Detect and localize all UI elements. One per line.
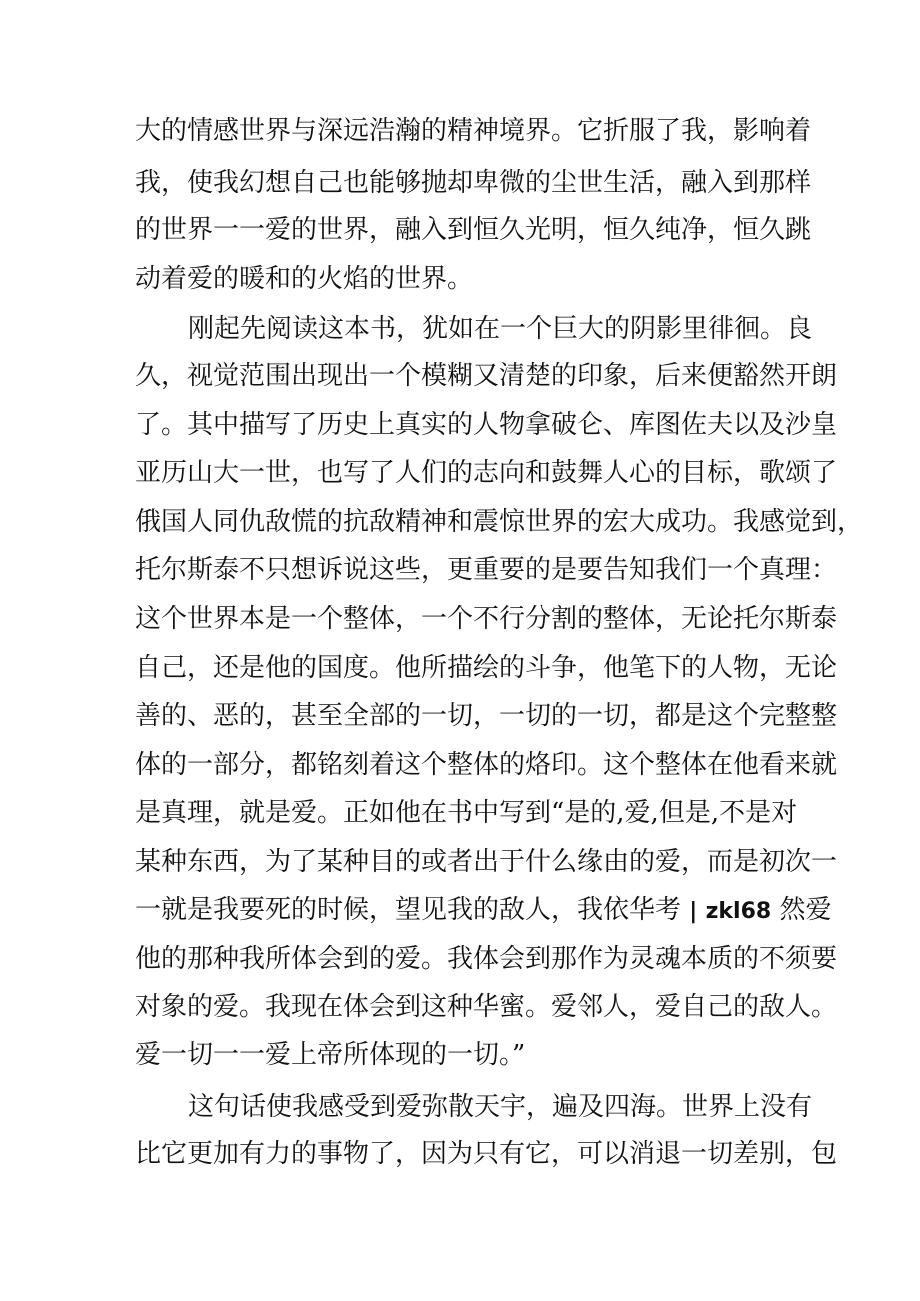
paragraph-2-line-16: 爱一切一一爱上帝所体现的一切。” [135, 1040, 526, 1070]
paragraph-2-line-2: 久，视觉范围出现出一个模糊又清楚的印象，后来便豁然开朗 [135, 361, 838, 391]
paragraph-2-line-15: 对象的爱。我现在体会到这种华蜜。爱邻人，爱自己的敌人。 [135, 992, 838, 1022]
watermark-bar: | [689, 899, 698, 924]
paragraph-2-line-8: 自己，还是他的国度。他所描绘的斗争，他笔下的人物，无论 [135, 653, 838, 683]
paragraph-1-line-4: 动着爱的暖和的火焰的世界。 [135, 264, 474, 294]
paragraph-2-line-4: 亚历山大一世，也写了人们的志向和鼓舞人心的目标，歌颂了 [135, 458, 838, 488]
paragraph-2-line-7: 这个世界本是一个整体，一个不行分割的整体，无论托尔斯泰 [135, 604, 838, 634]
paragraph-1-line-1: 大的情感世界与深远浩瀚的精神境界。它折服了我，影响着 [135, 116, 812, 146]
watermark-code: zkl68 [705, 899, 772, 924]
paragraph-2-line-9: 善的、恶的，甚至全部的一切，一切的一切，都是这个完整整 [135, 701, 838, 731]
paragraph-2-line-13-tail: 然爱 [779, 895, 832, 925]
paragraph-1-line-2: 我，使我幻想自己也能够抛却卑微的尘世生活，融入到那样 [135, 168, 812, 198]
paragraph-2-line-10: 体的一部分，都铭刻着这个整体的烙印。这个整体在他看来就 [135, 750, 838, 780]
paragraph-2-line-6: 托尔斯泰不只想诉说这些，更重要的是要告知我们一个真理： [135, 555, 838, 585]
paragraph-2-line-14: 他的那种我所体会到的爱。我体会到那作为灵魂本质的不须要 [135, 944, 838, 974]
paragraph-2-line-1: 刚起先阅读这本书，犹如在一个巨大的阴影里徘徊。良 [188, 314, 813, 344]
paragraph-2-line-13 [135, 890, 831, 930]
paragraph-1-line-3: 的世界一一爱的世界，融入到恒久光明，恒久纯净，恒久跳 [135, 215, 812, 245]
paragraph-3-line-1: 这句话使我感受到爱弥散天宇，遍及四海。世界上没有 [188, 1092, 813, 1122]
paragraph-3-line-2: 比它更加有力的事物了，因为只有它，可以消退一切差别，包 [135, 1139, 838, 1169]
paragraph-2-line-5: 俄国人同仇敌慌的抗敌精神和震惊世界的宏大成功。我感觉到， [135, 507, 864, 537]
paragraph-2-line-13-text: 一就是我要死的时候，望见我的敌人，我依华考 [135, 895, 682, 925]
paragraph-2-line-3: 了。其中描写了历史上真实的人物拿破仑、库图佐夫以及沙皇 [135, 410, 838, 440]
paragraph-2-line-11: 是真理，就是爱。正如他在书中写到“是的,爱,但是,不是对 [135, 798, 798, 828]
paragraph-2-line-12: 某种东西，为了某种目的或者出于什么缘由的爱，而是初次一 [135, 847, 838, 877]
